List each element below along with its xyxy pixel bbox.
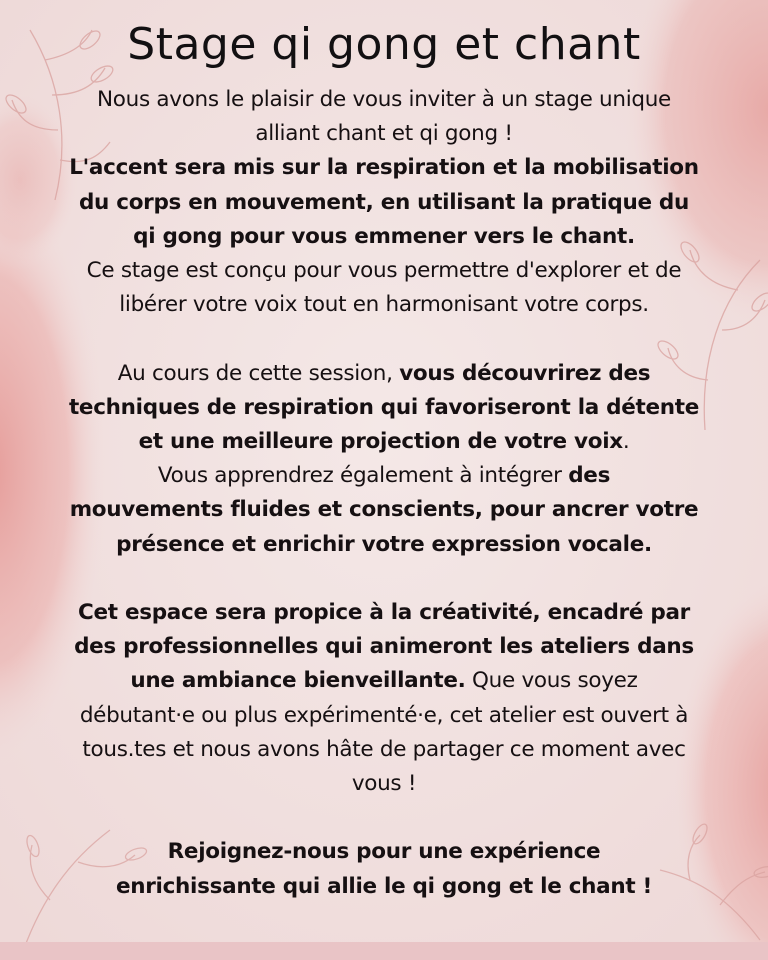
space-line-3a: une ambiance bienveillante. xyxy=(130,668,466,694)
movement-line-1a: Vous apprendrez également à intégrer xyxy=(157,463,569,489)
page-title: Stage qi gong et chant xyxy=(127,19,641,70)
session-line-1b: vous découvrirez des xyxy=(399,360,651,386)
movement-paragraph xyxy=(30,459,738,562)
closing-paragraph xyxy=(30,835,738,903)
intro-paragraph xyxy=(30,83,738,151)
movement-line-2: mouvements fluides et conscients, pour ancrer votre xyxy=(69,497,699,523)
stage-line-1: Ce stage est conçu pour vous permettre d'explorer et de xyxy=(86,258,682,284)
intro-line-2: alliant chant et qi gong ! xyxy=(255,121,513,147)
space-line-3b: Que vous soyez xyxy=(465,668,638,694)
closing-line-1: Rejoignez-nous pour une expérience xyxy=(167,839,601,865)
movement-line-3: présence et enrichir votre expression vocale. xyxy=(116,531,652,557)
space-line-1: Cet espace sera propice à la créativité, encadré par xyxy=(78,600,690,626)
space-line-2: des professionnelles qui animeront les ateliers dans xyxy=(74,634,694,660)
stage-line-2: libérer votre voix tout en harmonisant votre corps. xyxy=(119,292,649,318)
space-line-4: débutant·e ou plus expérimenté·e, cet atelier est ouvert à xyxy=(79,702,689,728)
session-line-1a: Au cours de cette session, xyxy=(117,360,400,386)
accent-line-1: L'accent sera mis sur la respiration et la mobilisation xyxy=(69,155,699,181)
space-line-6: vous ! xyxy=(351,771,417,797)
stage-paragraph xyxy=(30,254,738,322)
space-paragraph xyxy=(30,596,738,801)
flyer-body xyxy=(30,83,738,904)
movement-line-1b: des xyxy=(568,463,611,489)
session-line-3a: et une meilleure projection de votre voix xyxy=(138,429,623,455)
accent-line-2: du corps en mouvement, en utilisant la pratique du xyxy=(78,189,690,215)
space-line-5: tous.tes et nous avons hâte de partager ce moment avec xyxy=(82,736,686,762)
accent-paragraph xyxy=(30,151,738,254)
closing-line-2: enrichissante qui allie le qi gong et le chant ! xyxy=(115,873,653,899)
session-line-2: techniques de respiration qui favoriseront la détente xyxy=(68,394,700,420)
session-line-3b: . xyxy=(622,429,630,455)
session-paragraph xyxy=(30,357,738,460)
accent-line-3: qi gong pour vous emmener vers le chant. xyxy=(133,223,635,249)
intro-line-1: Nous avons le plaisir de vous inviter à un stage unique xyxy=(97,87,671,112)
